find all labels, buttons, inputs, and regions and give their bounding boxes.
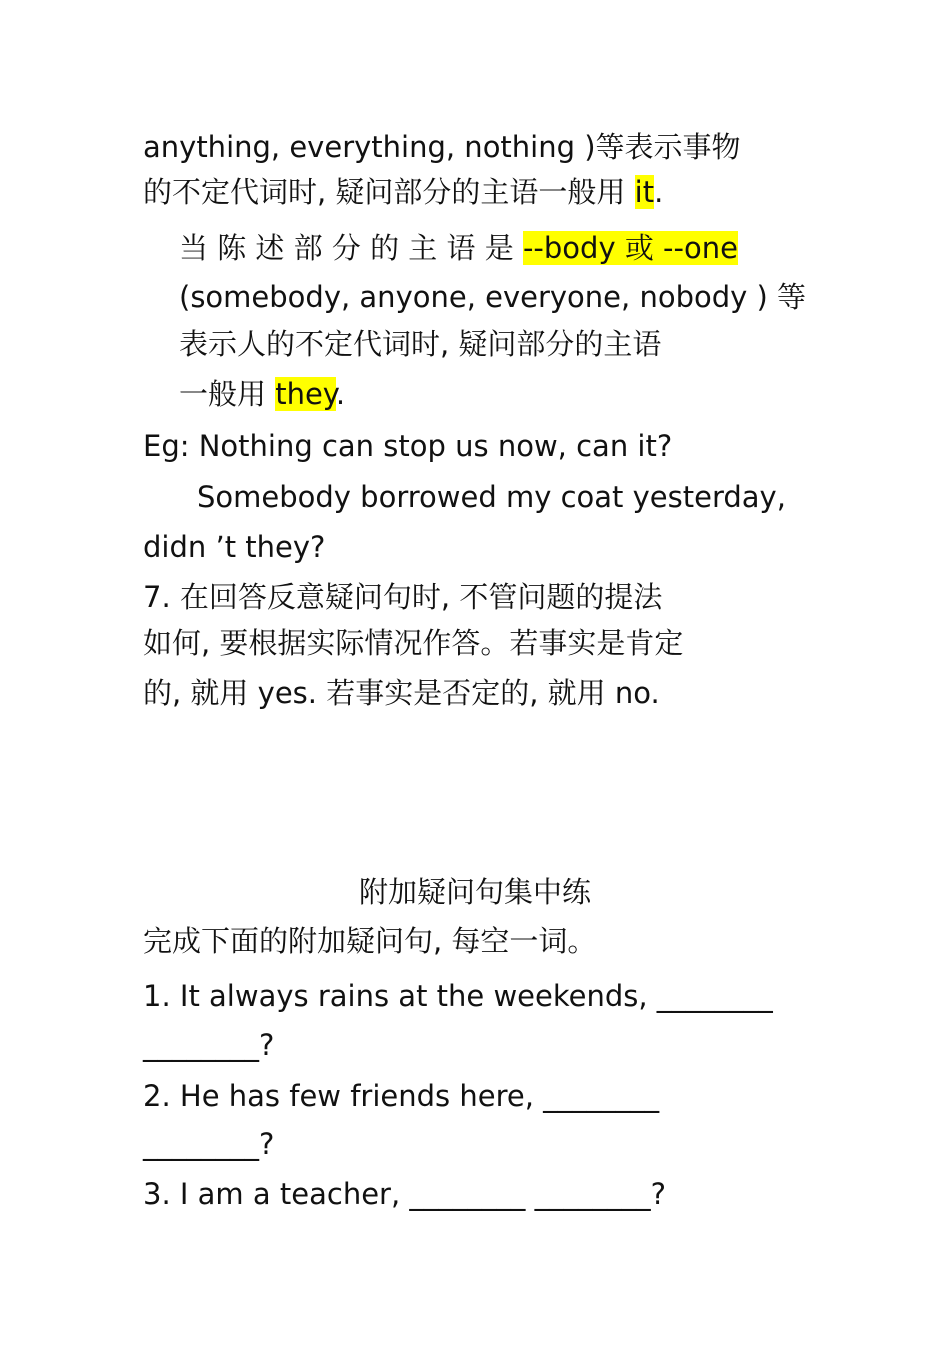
exercise-question: 3. I am a teacher, ________ ________?	[143, 1177, 667, 1211]
rule-text-line	[179, 374, 345, 414]
rule-text-line: 表示人的不定代词时, 疑问部分的主语	[179, 327, 662, 361]
rule-text-line	[143, 172, 663, 212]
highlighted-text: --body 或 --one	[522, 231, 738, 265]
exercise-question: 1. It always rains at the weekends, ________	[143, 979, 773, 1013]
rule-text-line	[179, 228, 738, 268]
exercise-title: 附加疑问句集中练	[358, 875, 591, 909]
highlighted-text: they	[275, 377, 336, 411]
example-sentence: Somebody borrowed my coat yesterday,	[197, 480, 786, 514]
rule-text-segment: 当 陈 述 部 分 的 主 语 是	[179, 231, 523, 265]
example-sentence: Eg: Nothing can stop us now, can it?	[143, 429, 673, 463]
rule-text-line: 如何, 要根据实际情况作答。若事实是肯定	[143, 626, 684, 660]
exercise-question: 2. He has few friends here, ________	[143, 1079, 660, 1113]
rule-text-line: anything, everything, nothing )等表示事物	[143, 130, 741, 164]
rule-text-line: 的, 就用 yes. 若事实是否定的, 就用 no.	[143, 676, 660, 710]
highlighted-text: it	[634, 175, 655, 209]
exercise-question: ________?	[143, 1028, 275, 1062]
rule-text-segment: .	[335, 377, 346, 411]
rule-text-line: 7. 在回答反意疑问句时, 不管问题的提法	[143, 580, 663, 614]
exercise-instruction: 完成下面的附加疑问句, 每空一词。	[143, 924, 597, 958]
rule-text-segment: .	[654, 175, 664, 209]
rule-text-segment: 一般用	[179, 377, 276, 411]
exercise-question: ________?	[143, 1127, 275, 1161]
rule-text-line: (somebody, anyone, everyone, nobody ) 等	[179, 280, 807, 314]
rule-text-segment: 的不定代词时, 疑问部分的主语一般用	[143, 175, 635, 209]
example-sentence: didn ’t they?	[143, 530, 326, 564]
